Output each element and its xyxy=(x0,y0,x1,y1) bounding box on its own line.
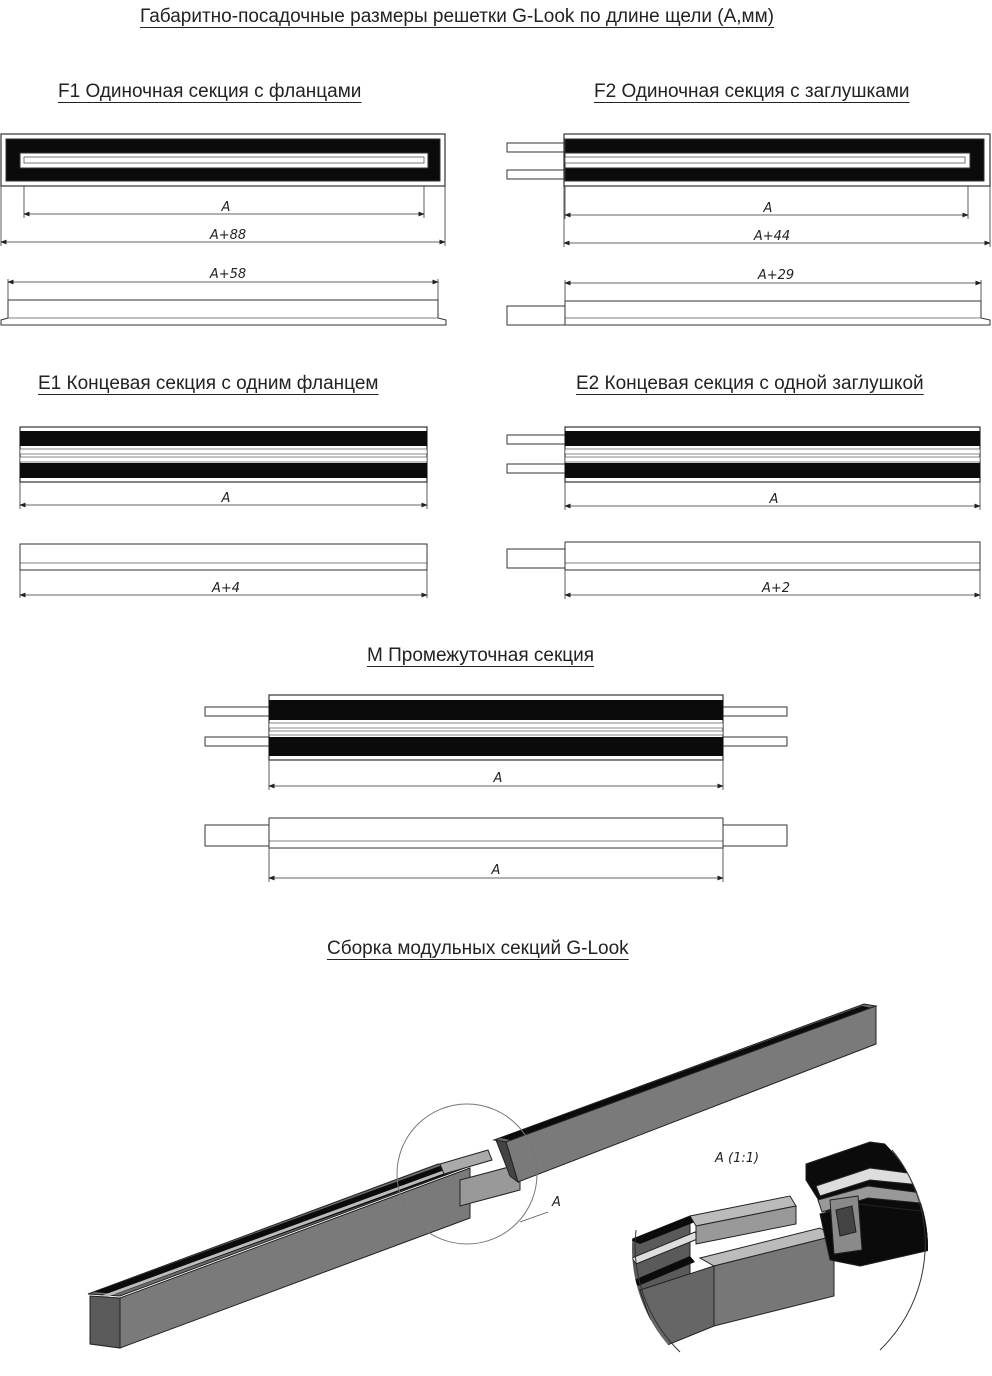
f1-dim-a-plus-58: A+58 xyxy=(209,267,247,282)
f1-side-view xyxy=(1,267,446,325)
m-side-view xyxy=(205,818,787,882)
f2-top-dimensions xyxy=(564,186,990,247)
detail-view-a xyxy=(630,1142,930,1352)
m-top-view xyxy=(205,695,787,760)
f2-side-view xyxy=(507,268,990,325)
e2-dim-a: A xyxy=(769,492,779,507)
section-title-e2: E2 Концевая секция с одной заглушкой xyxy=(576,373,924,394)
e2-dim-a-plus-2: A+2 xyxy=(761,581,791,596)
f2-dim-a: A xyxy=(763,201,773,216)
e1-top-dimensions xyxy=(20,482,427,509)
assembly-right-section xyxy=(494,1004,876,1182)
section-title-f1: F1 Одиночная секция с фланцами xyxy=(58,81,362,102)
f1-dim-a-plus-88: A+88 xyxy=(209,228,247,243)
f1-top-dimensions xyxy=(1,186,445,246)
section-title-f2: F2 Одиночная секция с заглушками xyxy=(594,81,910,102)
m-dim-a-side: A xyxy=(491,863,501,878)
e2-top-view xyxy=(507,427,980,482)
section-title-e1: E1 Концевая секция с одним фланцем xyxy=(38,373,379,394)
e1-top-view xyxy=(20,427,427,482)
e1-dim-a: A xyxy=(221,491,231,506)
assembly-left-section xyxy=(88,1150,520,1348)
assembly-title: Сборка модульных секций G-Look xyxy=(327,938,629,959)
f2-dim-a-plus-29: A+29 xyxy=(757,268,795,283)
e2-side-view xyxy=(507,542,980,599)
m-dim-a-top: A xyxy=(493,771,503,786)
e2-top-dimensions xyxy=(565,482,980,510)
section-title-m: M Промежуточная секция xyxy=(367,645,595,666)
detail-marker-a: A xyxy=(552,1195,561,1210)
e1-side-view xyxy=(20,544,427,598)
page-title: Габаритно-посадочные размеры решетки G-Look по длине щели (А,мм) xyxy=(140,6,775,27)
f2-dim-a-plus-44: A+44 xyxy=(753,229,791,244)
e1-dim-a-plus-4: A+4 xyxy=(211,581,241,596)
f1-dim-a: A xyxy=(221,200,231,215)
f1-top-view xyxy=(1,134,445,186)
m-top-dimensions xyxy=(269,760,723,790)
detail-label-a-1-1: A (1:1) xyxy=(715,1151,760,1166)
f2-top-view xyxy=(507,134,990,186)
